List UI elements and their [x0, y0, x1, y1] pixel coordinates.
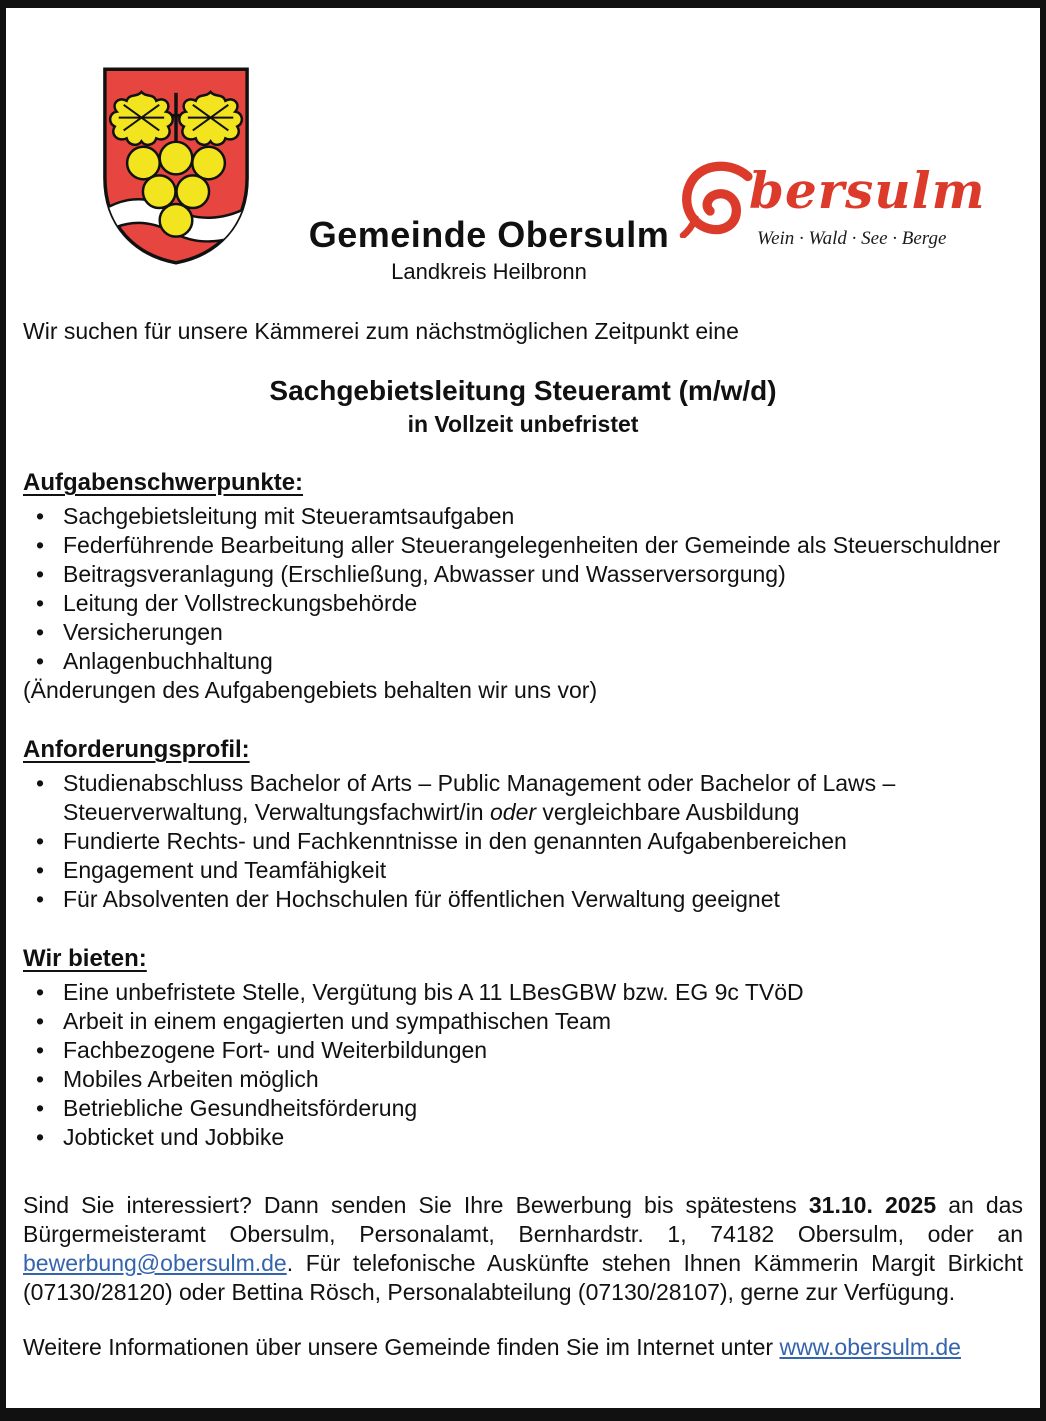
- obersulm-logo: [677, 158, 986, 250]
- logo-wordmark: bersulm: [749, 161, 986, 220]
- closing-text-3: . Für telefonische Auskünfte stehen Ihnen Kämmerin Margit Birkicht (07130/28120) oder Bettina Rösch, Personalabteilung (07130/28107), gerne zur Verfügung.: [23, 1250, 1023, 1305]
- application-deadline: 31.10. 2025: [808, 1192, 937, 1218]
- offer-item: • Fachbezogene Fort- und Weiterbildungen: [23, 1036, 1023, 1065]
- footer-text: [23, 1333, 1023, 1362]
- footer-text-label: Weitere Informationen über unsere Gemeinde finden Sie im Internet unter: [23, 1334, 780, 1360]
- profile-item: • Engagement und Teamfähigkeit: [23, 856, 1023, 885]
- closing-text-2: an das Bürgermeisteramt Obersulm, Personalamt, Bernhardstr. 1, 74182 Obersulm, oder an: [23, 1192, 1023, 1247]
- profile-item-italic: oder: [490, 799, 537, 825]
- task-item: • Beitragsveranlagung (Erschließung, Abwasser und Wasserversorgung): [23, 560, 1023, 589]
- offer-list: [23, 978, 1023, 1152]
- header-titles: [259, 214, 719, 285]
- task-item: • Anlagenbuchhaltung: [23, 647, 1023, 676]
- job-subtitle: in Vollzeit unbefristet: [407, 411, 639, 437]
- section-heading-offer: Wir bieten:: [23, 945, 147, 972]
- logo-tagline: Wein · Wald · See · Berge: [757, 228, 947, 249]
- task-item: • Versicherungen: [23, 618, 1023, 647]
- offer-item: • Jobticket und Jobbike: [23, 1123, 1023, 1152]
- profile-item: • Fundierte Rechts- und Fachkenntnisse in den genannten Aufgabenbereichen: [23, 827, 1023, 856]
- profile-item-post: vergleichbare Ausbildung: [536, 799, 800, 825]
- email-link[interactable]: bewerbung@obersulm.de: [23, 1250, 287, 1276]
- task-item: • Sachgebietsleitung mit Steueramtsaufgaben: [23, 502, 1023, 531]
- section-heading-profile: Anforderungsprofil:: [23, 736, 250, 763]
- header: [23, 8, 1023, 304]
- tasks-note: (Änderungen des Aufgabengebiets behalten wir uns vor): [23, 677, 598, 703]
- profile-item-pre: Studienabschluss Bachelor of Arts – Public Management oder Bachelor of Laws – Steuerverwaltung, Verwaltungsfachwirt/in: [63, 770, 896, 825]
- website-link[interactable]: www.obersulm.de: [779, 1334, 961, 1360]
- task-item: • Federführende Bearbeitung aller Steuerangelegenheiten der Gemeinde als Steuerschuldner: [23, 531, 1023, 560]
- profile-item: • Für Absolventen der Hochschulen für öffentlichen Verwaltung geeignet: [23, 885, 1023, 914]
- closing-text-1: Sind Sie interessiert? Dann senden Sie Ihre Bewerbung bis spätestens: [23, 1192, 809, 1218]
- job-title: Sachgebietsleitung Steueramt (m/w/d): [269, 375, 777, 406]
- district-name: Landkreis Heilbronn: [391, 259, 587, 284]
- offer-item: • Eine unbefristete Stelle, Vergütung bis A 11 LBesGBW bzw. EG 9c TVöD: [23, 978, 1023, 1007]
- section-heading-tasks: Aufgabenschwerpunkte:: [23, 469, 304, 496]
- intro-text: Wir suchen für unsere Kämmerei zum nächstmöglichen Zeitpunkt eine: [23, 318, 739, 344]
- task-item: • Leitung der Vollstreckungsbehörde: [23, 589, 1023, 618]
- profile-list: [23, 769, 1023, 914]
- offer-item: • Mobiles Arbeiten möglich: [23, 1065, 1023, 1094]
- offer-item: • Betriebliche Gesundheitsförderung: [23, 1094, 1023, 1123]
- page-content: [6, 8, 1040, 1362]
- closing-paragraph: [23, 1191, 1023, 1307]
- tasks-list: [23, 502, 1023, 676]
- profile-item: [23, 769, 1023, 827]
- municipality-name: Gemeinde Obersulm: [308, 214, 670, 255]
- logo-wordmark-row: [677, 158, 986, 238]
- coat-of-arms: [97, 60, 255, 272]
- offer-item: • Arbeit in einem engagierten und sympathischen Team: [23, 1007, 1023, 1036]
